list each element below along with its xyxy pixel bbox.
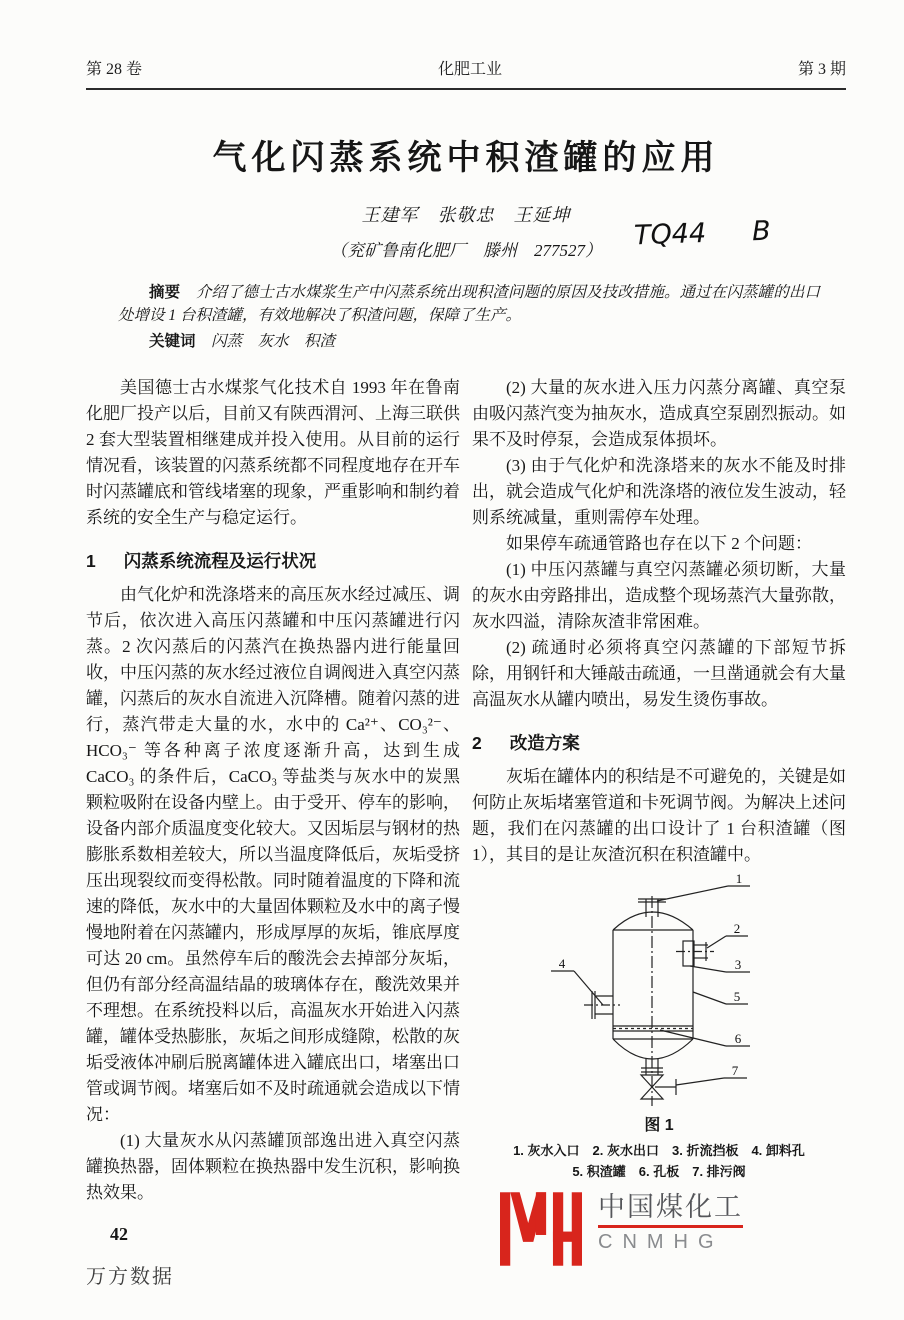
right-item-2: (2) 大量的灰水进入压力闪蒸分离罐、真空泵由吸闪蒸汽变为抽灰水，造成真空泵剧烈振动。如果不及时停泵，会造成泵体损坏。 <box>472 378 846 449</box>
handwritten-grade: B <box>751 215 772 248</box>
journal-header <box>86 56 846 79</box>
abstract-label: 摘要 <box>149 284 181 301</box>
section-2-paragraph: 灰垢在罐体内的积结是不可避免的，关键是如何防止灰垢堵塞管道和卡死调节阀。为解决上述问题，我们在闪蒸罐的出口设计了 1 台积渣罐（图 1），其目的是让灰渣沉积在积渣罐中。 <box>472 767 846 864</box>
section-1-number: 1 <box>86 551 96 571</box>
logo-chinese-name: 中国煤化工 <box>598 1192 743 1222</box>
figure-label-3: 3 <box>734 957 742 972</box>
logo-underline <box>598 1225 743 1228</box>
figure-1 <box>472 872 846 1182</box>
right-column <box>472 375 846 1266</box>
wanfang-watermark: 万方数据 <box>86 1266 174 1288</box>
figure-label-7: 7 <box>731 1063 739 1078</box>
keyword-1: 闪蒸 <box>211 333 243 350</box>
left-column <box>86 375 460 1266</box>
right-problem-1: (1) 中压闪蒸罐与真空闪蒸罐必须切断，大量的灰水由旁路排出，造成整个现场蒸汽大量弥散，灰水四溢，清除灰渣非常困难。 <box>472 560 846 631</box>
journal-name: 化肥工业 <box>437 61 502 78</box>
section-1-title: 闪蒸系统流程及运行状况 <box>123 551 317 571</box>
figure-label-2: 2 <box>733 921 741 936</box>
abstract-text: 介绍了德士古水煤浆生产中闪蒸系统出现积渣问题的原因及技改措施。通过在闪蒸罐的出口处增设 1 台积渣罐，有效地解决了积渣问题，保障了生产。 <box>118 284 820 324</box>
keywords-label: 关键词 <box>149 333 196 350</box>
coal-chem-watermark <box>500 1192 846 1266</box>
right-item-3: (3) 由于气化炉和洗涤塔来的灰水不能及时排出，就会造成气化炉和洗涤塔的液位发生波动，轻则系统减量，重则需停车处理。 <box>472 456 846 527</box>
section-2-number: 2 <box>472 733 482 753</box>
figure-legend-line1: 1. 灰水入口 2. 灰水出口 3. 折流挡板 4. 卸料孔 <box>513 1143 805 1158</box>
intro-paragraph: 美国德士古水煤浆气化技术自 1993 年在鲁南化肥厂投产以后，目前又有陕西渭河、上海三联供 2 套大型装置相继建成并投入使用。从目前的运行情况看，该装置的闪蒸系统都不同程度地存在开车时闪蒸罐底和管线堵塞的现象，严重影响和制约着系统的安全生产与稳定运行。 <box>86 378 460 527</box>
figure-label-4: 4 <box>558 956 566 971</box>
right-problem-2: (2) 疏通时必须将真空闪蒸罐的下部短节拆除，用钢钎和大锤敲击疏通，一旦凿通就会有大量高温灰水从罐内喷出，易发生烫伤事故。 <box>472 638 846 709</box>
figure-label-5: 5 <box>733 989 741 1004</box>
section-1-paragraph: 由气化炉和洗涤塔来的高压灰水经过减压、调节后，依次进入高压闪蒸罐和中压闪蒸罐进行闪蒸。2 次闪蒸后的闪蒸汽在换热器内进行能量回收，中压闪蒸的灰水经过液位自调阀进入真空闪蒸罐，闪蒸后的灰水自流进入沉降槽。随着闪蒸的进行，蒸汽带走大量的水，水中的 Ca²⁺、CO₃²⁻、HCO₃⁻ 等各种离子浓度逐渐升高，达到生成 CaCO₃ 的条件后，CaCO₃ 等盐类与灰水中的炭黑颗粒吸附在设备内壁上。由于受开、停车的影响，设备内部介质温度变化较大。又因垢层与钢材的热膨胀系数相差较大，所以当温度降低后，灰垢受挤压出现裂纹而变得松散。同时随着温度的下降和流速的降低，灰水中的大量固体颗粒及水中的离子慢慢地附着在闪蒸罐内，形成厚厚的灰垢，锥底厚度可达 20 cm。虽然停车后的酸洗会去掉部分灰垢，但仍有部分经高温结晶的玻璃体存在，酸洗效果并不理想。在系统投料以后，高温灰水开始进入闪蒸罐，罐体受热膨胀，灰垢之间形成缝隙，松散的灰垢受液体冲刷后脱离罐体进入罐底出口，堵塞出口管或调节阀。堵塞后如不及时疏通就会造成以下情况： <box>86 585 460 1124</box>
handwritten-annotation <box>634 216 772 252</box>
header-rule <box>86 88 846 90</box>
authors-line: 王建军 张敬忠 王延坤 <box>361 205 571 225</box>
figure-caption: 图 1 <box>644 1117 674 1134</box>
abstract-paragraph <box>118 281 820 327</box>
affiliation-line: （兖矿鲁南化肥厂 滕州 277527） <box>330 241 602 260</box>
coal-chem-logo-text <box>598 1192 743 1254</box>
section-2-title: 改造方案 <box>509 733 580 753</box>
figure-label-1: 1 <box>735 872 743 886</box>
figure-legend <box>472 1140 846 1182</box>
coal-chem-logo-icon <box>500 1192 582 1266</box>
keywords-line <box>118 330 820 353</box>
page-number: 42 <box>110 1224 128 1244</box>
left-item-1: (1) 大量灰水从闪蒸罐顶部逸出进入真空闪蒸罐换热器，固体颗粒在换热器中发生沉积，影响换热效果。 <box>86 1131 460 1202</box>
section-1-heading <box>86 548 460 573</box>
handwritten-code: TQ44 <box>633 217 707 252</box>
keyword-3: 积渣 <box>304 333 336 350</box>
figure-legend-line2: 5. 积渣罐 6. 孔板 7. 排污阀 <box>572 1164 746 1179</box>
section-2-heading <box>472 730 846 755</box>
abstract-block <box>118 281 820 353</box>
right-transition: 如果停车疏通管路也存在以下 2 个问题： <box>506 534 812 553</box>
keyword-2: 灰水 <box>257 333 289 350</box>
figure-label-6: 6 <box>734 1031 742 1046</box>
body-columns <box>86 375 846 1266</box>
slag-tank-diagram <box>500 872 845 1110</box>
page-title: 气化闪蒸系统中积渣罐的应用 <box>212 139 720 177</box>
volume-label: 第 28 卷 <box>86 61 143 78</box>
logo-english-name: CNMHG <box>598 1231 724 1253</box>
issue-label: 第 3 期 <box>797 61 846 78</box>
